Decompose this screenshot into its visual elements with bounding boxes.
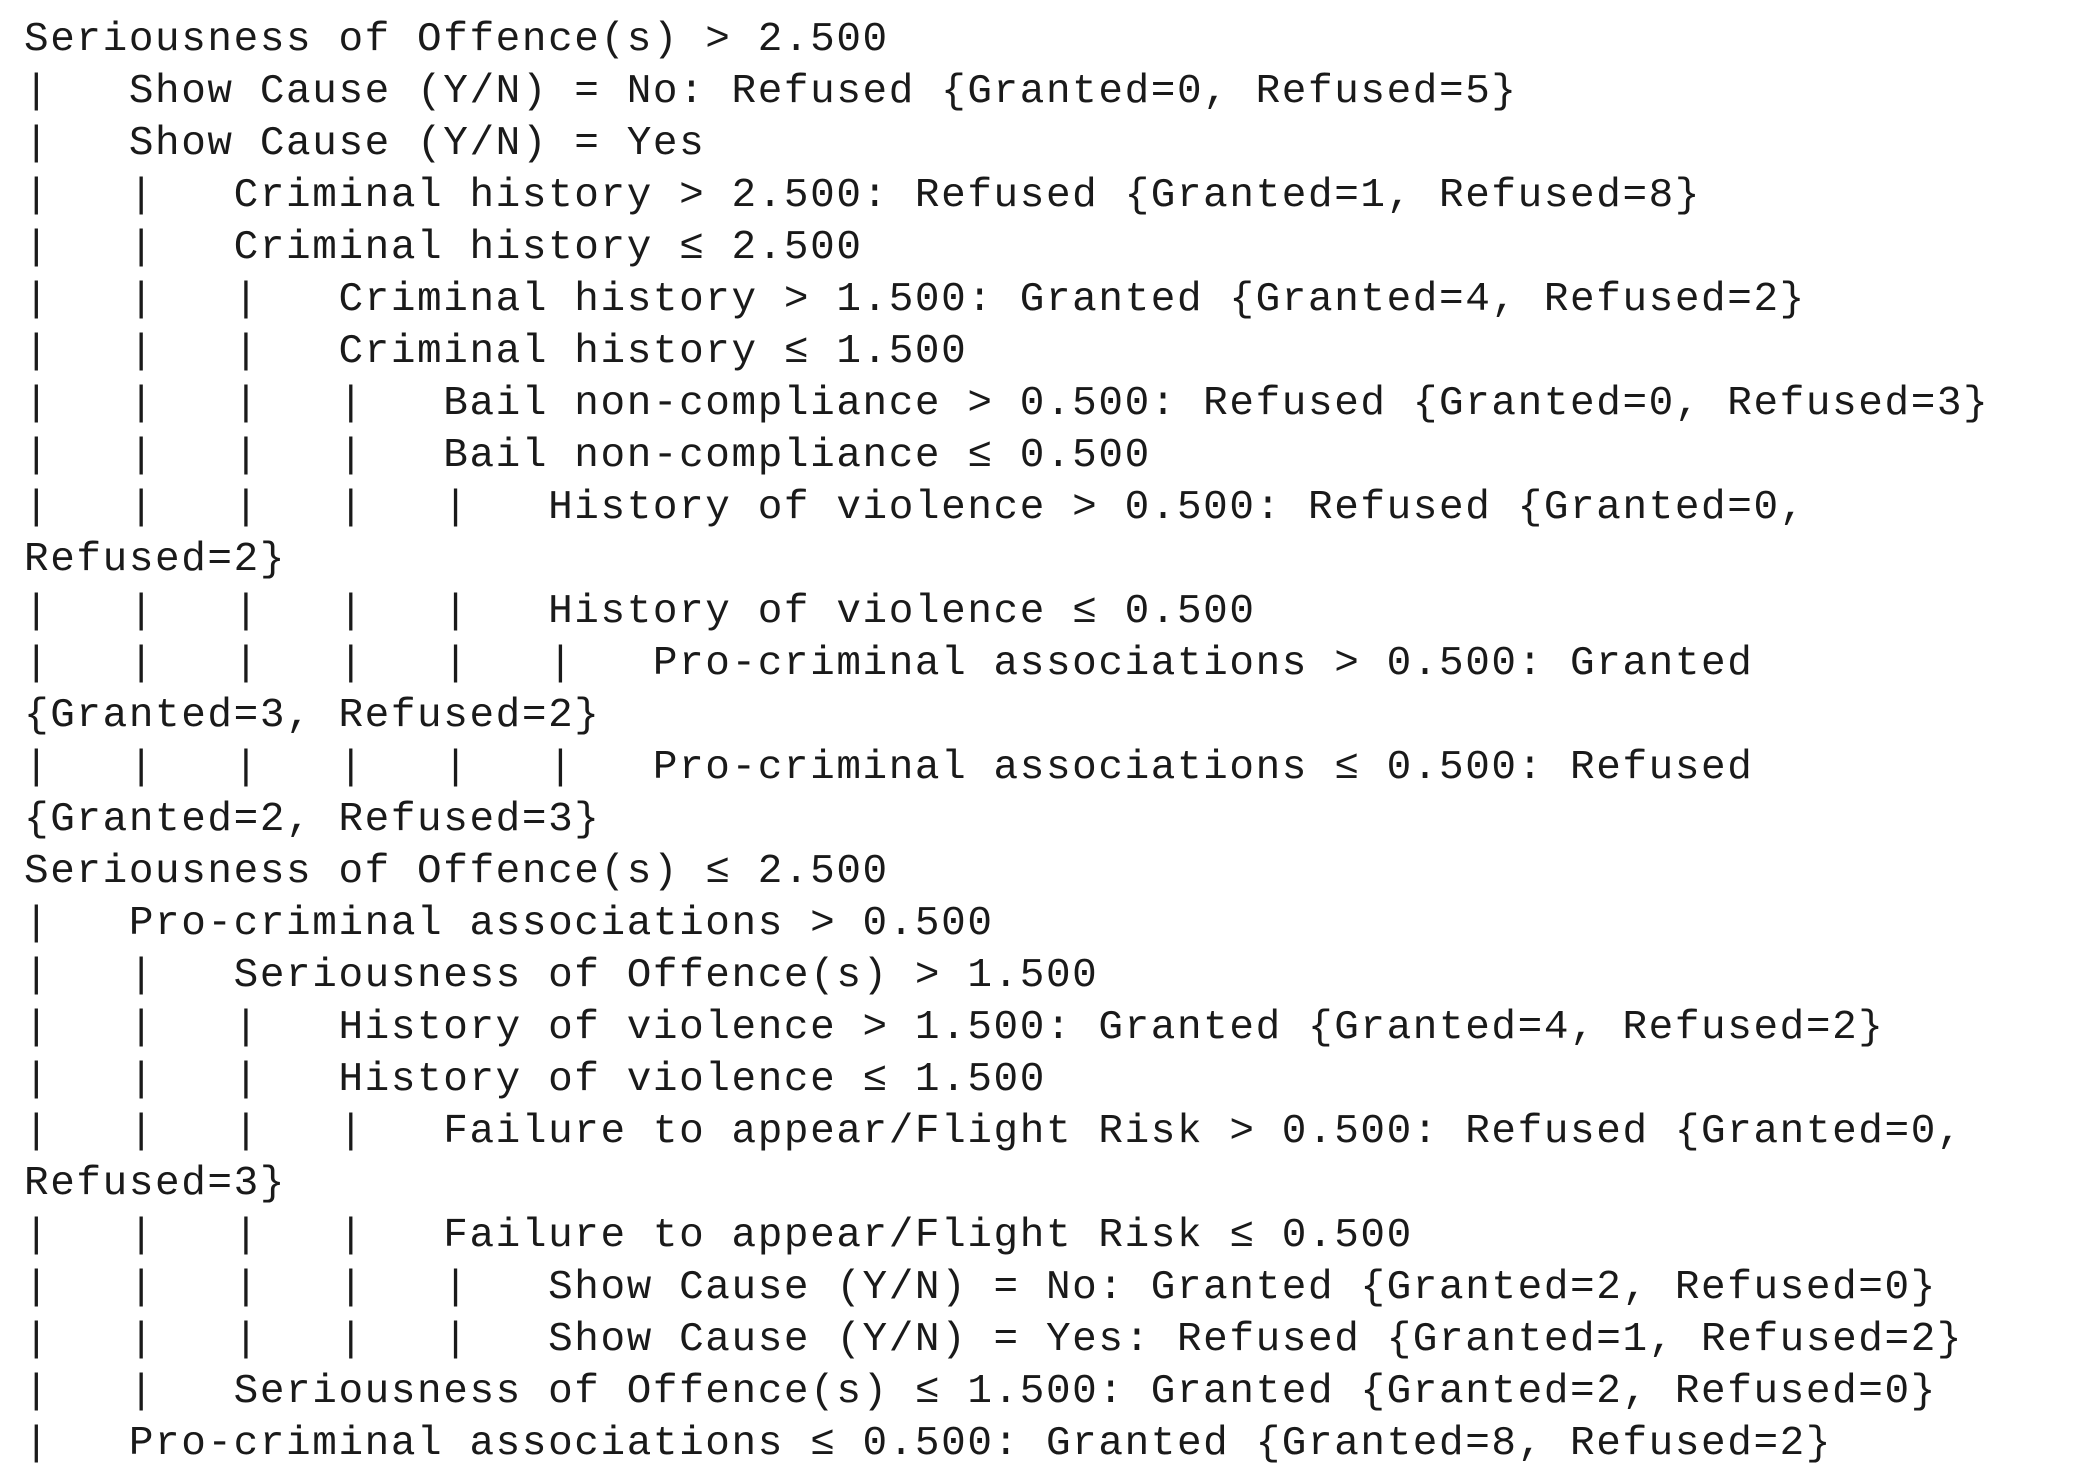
decision-tree-text <box>24 14 2094 1474</box>
tree-line: | | | | | | Pro-criminal associations ≤ 0.500: Refused <box>24 745 1754 791</box>
tree-line: | | Seriousness of Offence(s) > 1.500 <box>24 953 1099 999</box>
tree-line: | Pro-criminal associations ≤ 0.500: Granted {Granted=8, Refused=2} <box>24 1421 1833 1467</box>
tree-line: | Show Cause (Y/N) = No: Refused {Granted=0, Refused=5} <box>24 69 1518 115</box>
tree-line-continuation: Refused=2} <box>24 537 287 583</box>
tree-line: | | | | | History of violence ≤ 0.500 <box>24 589 1256 635</box>
tree-line: | | | | | Show Cause (Y/N) = No: Granted {Granted=2, Refused=0} <box>24 1265 1937 1311</box>
tree-line: | | Seriousness of Offence(s) ≤ 1.500: Granted {Granted=2, Refused=0} <box>24 1369 1937 1415</box>
tree-line: | | | | | History of violence > 0.500: Refused {Granted=0, <box>24 485 1806 531</box>
tree-line: Seriousness of Offence(s) > 2.500 <box>24 17 889 63</box>
tree-line: | | | | | Show Cause (Y/N) = Yes: Refused {Granted=1, Refused=2} <box>24 1317 1964 1363</box>
tree-line: | | | Criminal history ≤ 1.500 <box>24 329 968 375</box>
tree-line: | | | Criminal history > 1.500: Granted {Granted=4, Refused=2} <box>24 277 1806 323</box>
tree-line: | | | | Bail non-compliance > 0.500: Refused {Granted=0, Refused=3} <box>24 381 1990 427</box>
tree-line: | | Criminal history ≤ 2.500 <box>24 225 863 271</box>
tree-line-continuation: {Granted=2, Refused=3} <box>24 797 601 843</box>
tree-line: | | | History of violence > 1.500: Granted {Granted=4, Refused=2} <box>24 1005 1885 1051</box>
tree-line: | | | | | | Pro-criminal associations > 0.500: Granted <box>24 641 1754 687</box>
tree-line: | Show Cause (Y/N) = Yes <box>24 121 706 167</box>
tree-line: | | | | Failure to appear/Flight Risk > 0.500: Refused {Granted=0, <box>24 1109 1964 1155</box>
tree-line: | | | History of violence ≤ 1.500 <box>24 1057 1046 1103</box>
tree-line-continuation: Refused=3} <box>24 1161 287 1207</box>
tree-line-continuation: {Granted=3, Refused=2} <box>24 693 601 739</box>
tree-line: | Pro-criminal associations > 0.500 <box>24 901 994 947</box>
tree-line: | | Criminal history > 2.500: Refused {Granted=1, Refused=8} <box>24 173 1702 219</box>
tree-line: | | | | Failure to appear/Flight Risk ≤ 0.500 <box>24 1213 1413 1259</box>
tree-line: Seriousness of Offence(s) ≤ 2.500 <box>24 849 889 895</box>
tree-line: | | | | Bail non-compliance ≤ 0.500 <box>24 433 1151 479</box>
